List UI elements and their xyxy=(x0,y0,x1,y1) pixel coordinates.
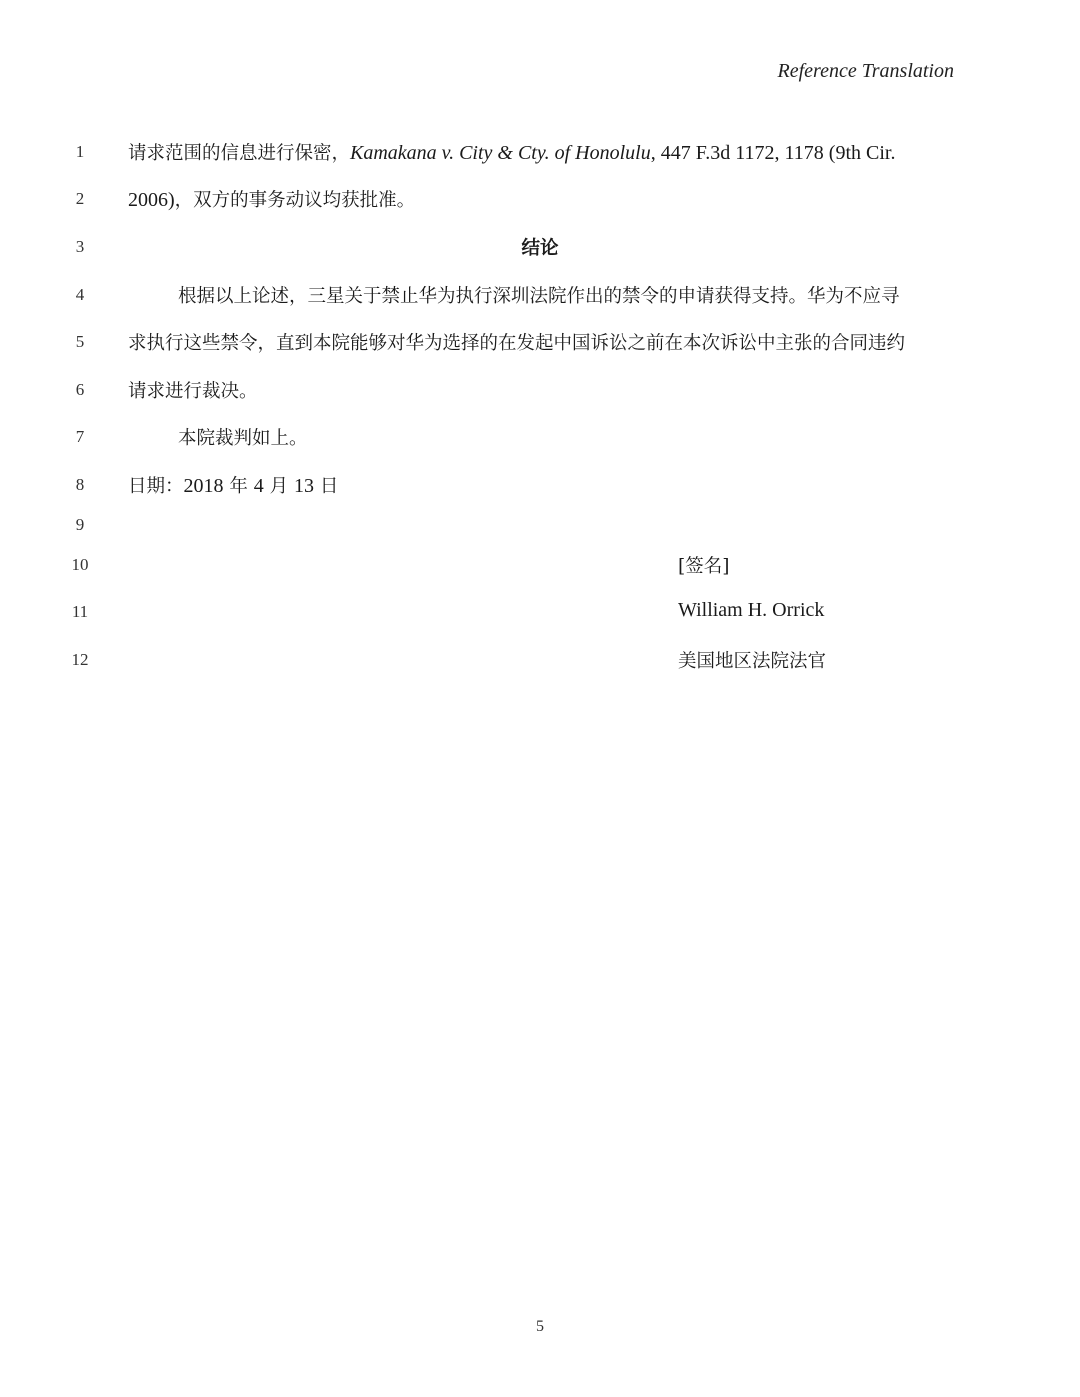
date-label: 日期： xyxy=(128,476,184,497)
line-number: 9 xyxy=(75,515,85,534)
line-text-2 xyxy=(128,186,958,212)
citation-year: 2006) xyxy=(128,189,175,211)
line-number: 7 xyxy=(75,427,85,446)
line-text-6: 请求进行裁决。 xyxy=(128,381,258,402)
line-number: 6 xyxy=(75,380,85,399)
line-text-7: 本院裁判如上。 xyxy=(178,428,308,449)
line-number: 11 xyxy=(71,602,89,621)
line-text-4: 根据以上论述，三星关于禁止华为执行深圳法院作出的禁令的申请获得支持。华为不应寻 xyxy=(178,286,900,307)
date-month: 4 xyxy=(253,475,264,497)
line-number: 3 xyxy=(75,237,85,256)
signature-placeholder: [签名] xyxy=(678,556,730,577)
line-number: 2 xyxy=(75,189,85,208)
case-name: Kamakana v. City & Cty. of Honolulu xyxy=(350,142,651,164)
line-number: 12 xyxy=(71,650,89,669)
line-number: 1 xyxy=(75,142,85,161)
date-line xyxy=(128,472,958,498)
section-heading: 结论 xyxy=(521,238,559,259)
page-number: 5 xyxy=(536,1318,544,1335)
date-month-unit: 月 xyxy=(263,476,295,497)
date-year: 2018 xyxy=(183,475,224,497)
line-number: 4 xyxy=(75,285,85,304)
header-label: Reference Translation xyxy=(777,60,954,82)
line-number: 5 xyxy=(75,332,85,351)
date-year-unit: 年 xyxy=(223,476,254,497)
line-2-text: ，双方的事务动议均获批准。 xyxy=(174,190,416,211)
judge-name: William H. Orrick xyxy=(678,599,825,621)
judge-title: 美国地区法院法官 xyxy=(678,651,827,672)
line-text-5: 求执行这些禁令，直到本院能够对华为选择的在发起中国诉讼之前在本次诉讼中主张的合同违约 xyxy=(128,333,906,354)
line-number: 10 xyxy=(71,555,89,574)
case-citation: , 447 F.3d 1172, 1178 (9th Cir. xyxy=(650,142,896,164)
line-1-text: 请求范围的信息进行保密， xyxy=(128,143,351,164)
line-text-1 xyxy=(128,139,958,165)
date-day: 13 xyxy=(294,475,315,497)
line-number: 8 xyxy=(75,475,85,494)
date-day-unit: 日 xyxy=(314,476,339,497)
